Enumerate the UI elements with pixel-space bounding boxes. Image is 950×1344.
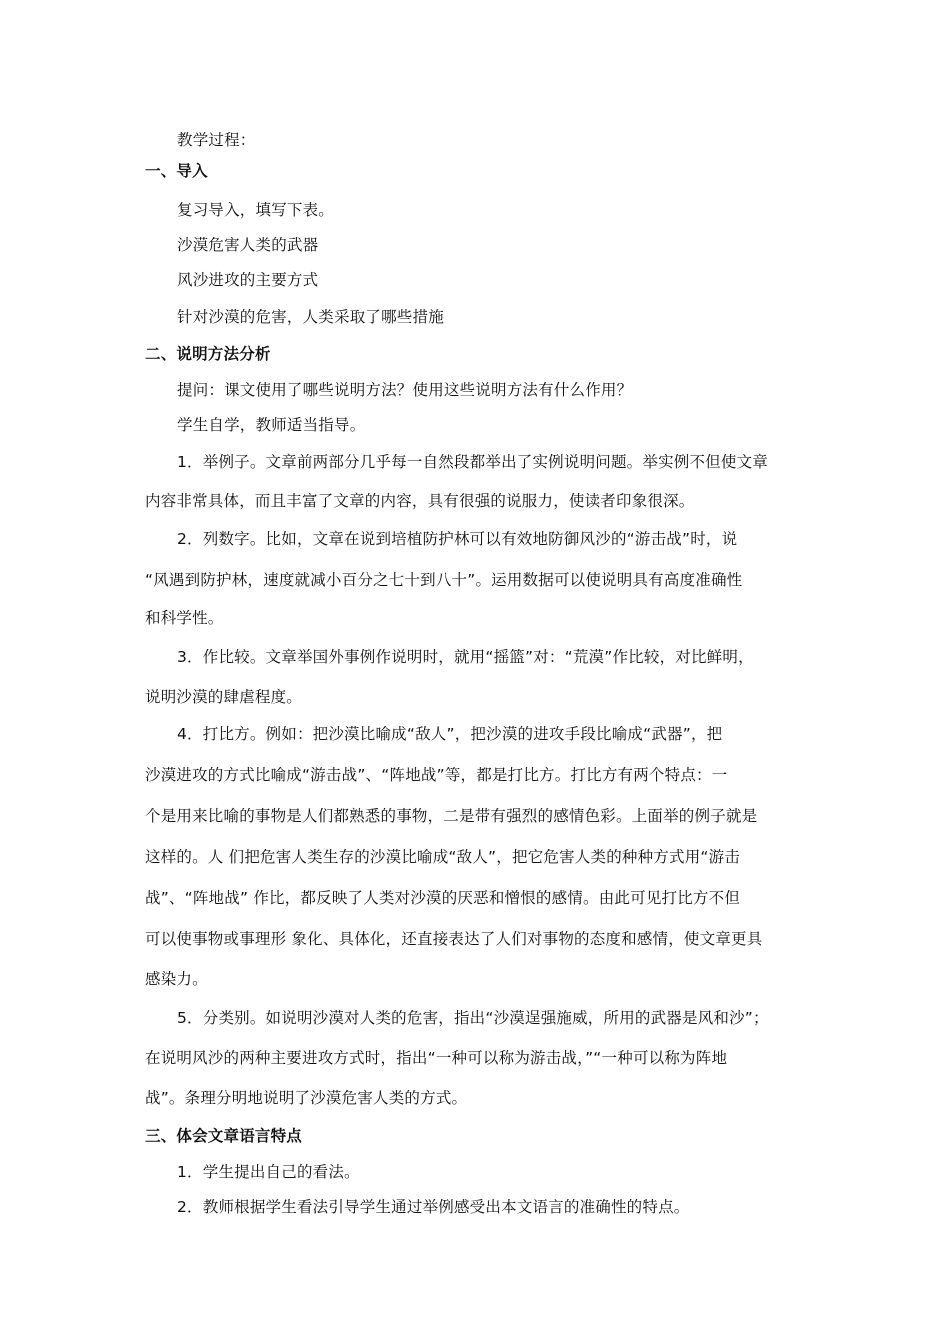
paragraph-line: 1．举例子。文章前两部分几乎每一自然段都举出了实例说明问题。举实例不但使文章 [177,453,768,471]
paragraph-line: 在说明风沙的两种主要进攻方式时，指出“一种可以称为游击战，”“一种可以称为阵地 [145,1049,728,1067]
intro-label: 教学过程： [177,131,256,149]
paragraph-line: 沙漠进攻的方式比喻成“游击战”、“阵地战”等，都是打比方。打比方有两个特点：一 [145,766,728,784]
paragraph-line: 学生自学，教师适当指导。 [177,416,366,434]
paragraph-line: 沙漠危害人类的武器 [177,236,319,254]
section-heading-intro: 一、导入 [145,162,208,180]
paragraph-line: 2．列数字。比如，文章在说到培植防护林可以有效地防御风沙的“游击战”时，说 [177,530,738,548]
paragraph-line: 可以使事物或事理形 象化、具体化，还直接表达了人们对事物的态度和感情，使文章更具 [145,930,763,948]
paragraph-line: 说明沙漠的肆虐程度。 [145,688,303,706]
paragraph-line: 这样的。人 们把危害人类生存的沙漠比喻成“敌人”，把它危害人类的种种方式用“游击 [145,848,741,866]
paragraph-line: 针对沙漠的危害，人类采取了哪些措施 [177,308,444,326]
paragraph-line: 战”。条理分明地说明了沙漠危害人类的方式。 [145,1089,468,1107]
paragraph-line: 感染力。 [145,970,208,988]
paragraph-line: 风沙进攻的主要方式 [177,271,319,289]
question-line: 提问：课文使用了哪些说明方法？使用这些说明方法有什么作用？ [177,381,633,399]
paragraph-line: 3．作比较。文章举国外事例作说明时，就用“摇篮”对：“荒漠”作比较，对比鲜明， [177,648,754,666]
paragraph-line: 内容非常具体，而且丰富了文章的内容，具有很强的说服力，使读者印象很深。 [145,492,695,510]
paragraph-line: 和科学性。 [145,609,224,627]
paragraph-line: 1．学生提出自己的看法。 [177,1163,360,1181]
paragraph-line: 5．分类别。如说明沙漠对人类的危害，指出“沙漠逞强施威，所用的武器是风和沙”； [177,1009,769,1027]
paragraph-line: 4．打比方。例如：把沙漠比喻成“敌人”，把沙漠的进攻手段比喻成“武器”，把 [177,725,723,743]
paragraph-line: 2．教师根据学生看法引导学生通过举例感受出本文语言的准确性的特点。 [177,1198,690,1216]
paragraph-line: 战”、“阵地战” 作比，都反映了人类对沙漠的厌恶和憎恨的感情。由此可见打比方不但 [145,889,741,907]
section-heading-methods: 二、说明方法分析 [145,345,271,363]
paragraph-line: 复习导入，填写下表。 [177,201,335,219]
paragraph-line: 个是用来比喻的事物是人们都熟悉的事物，二是带有强烈的感情色彩。上面举的例子就是 [145,807,758,825]
paragraph-line: “风遇到防护林，速度就减小百分之七十到八十”。运用数据可以使说明具有高度准确性 [145,571,743,589]
section-heading-language: 三、体会文章语言特点 [145,1127,303,1145]
